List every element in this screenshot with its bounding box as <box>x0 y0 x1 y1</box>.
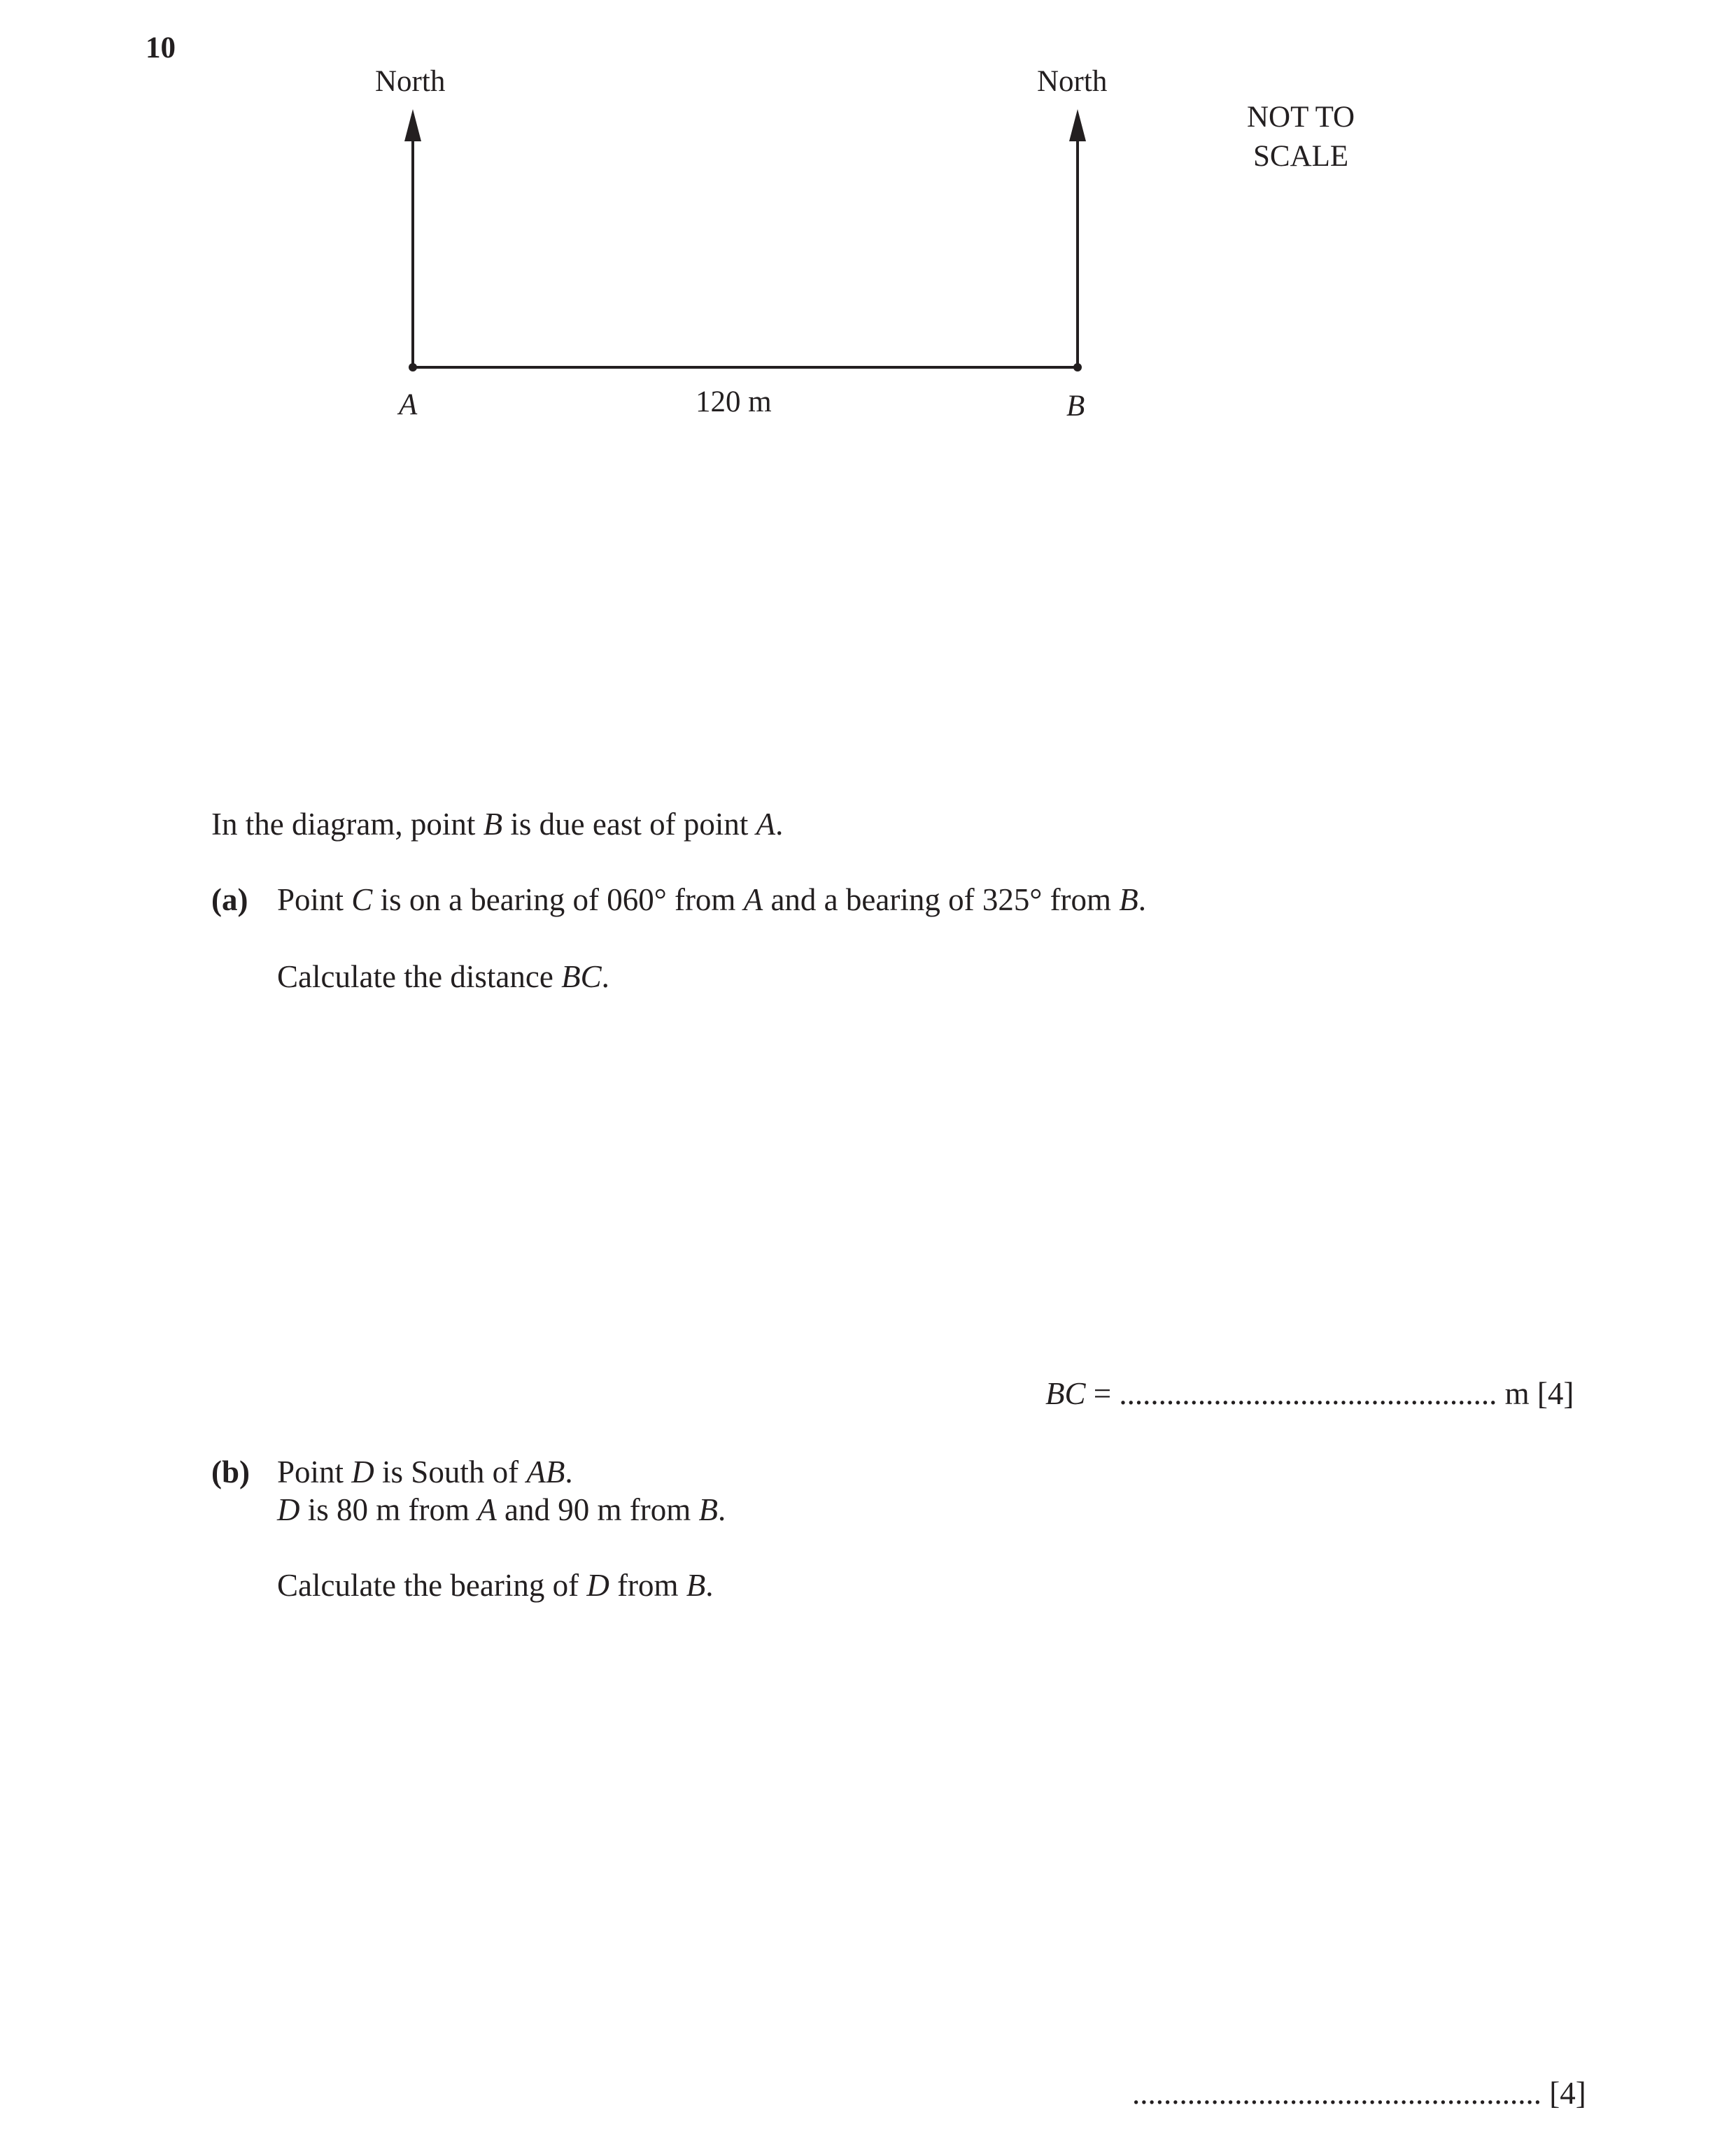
point-b-dot <box>1073 363 1082 371</box>
north-label-a: North <box>375 65 446 98</box>
north-arrow-a-icon <box>404 109 421 141</box>
pb-l2-t1: is 80 m from <box>299 1492 478 1527</box>
part-b-line1 <box>277 1454 573 1490</box>
pb-calc-t3: . <box>705 1568 714 1603</box>
pa-answer-eq: = <box>1085 1376 1120 1411</box>
part-a-label: (a) <box>211 882 248 917</box>
intro-b: B <box>483 807 503 842</box>
intro-text <box>211 806 783 842</box>
pa-calc-t1: Calculate the distance <box>277 959 562 994</box>
part-a-answer-line[interactable] <box>1045 1375 1574 1412</box>
pa-b: B <box>1119 882 1138 917</box>
point-a-label: A <box>399 388 418 421</box>
pb-l1-d: D <box>351 1454 374 1489</box>
intro-a: A <box>756 807 776 842</box>
north-label-b: North <box>1037 65 1108 98</box>
pb-l2-d: D <box>277 1492 300 1527</box>
pa-answer-marks: m [4] <box>1497 1376 1574 1411</box>
pa-t4: . <box>1138 882 1147 917</box>
not-to-scale-note <box>1247 98 1355 176</box>
not-to-scale-line2: SCALE <box>1252 140 1349 173</box>
pa-answer-var: BC <box>1045 1376 1086 1411</box>
pa-t2: is on a bearing of 060° from <box>372 882 744 917</box>
question-number: 10 <box>146 31 176 64</box>
part-b-line2 <box>277 1492 726 1528</box>
north-arrow-b-icon <box>1069 109 1086 141</box>
pb-answer-marks: [4] <box>1541 2076 1586 2111</box>
part-b-instruction <box>277 1567 714 1603</box>
pb-l2-b: B <box>698 1492 718 1527</box>
pb-l2-a: A <box>477 1492 497 1527</box>
pb-calc-d: D <box>586 1568 609 1603</box>
intro-t2: is due east of point <box>502 807 756 842</box>
distance-ab-label: 120 m <box>696 385 772 418</box>
intro-t1: In the diagram, point <box>211 807 484 842</box>
part-a-statement <box>277 882 1146 918</box>
pa-t1: Point <box>277 882 352 917</box>
point-a-dot <box>409 363 417 371</box>
pb-l1-t3: . <box>565 1454 573 1489</box>
point-b-label: B <box>1066 390 1085 423</box>
pa-c: C <box>351 882 373 917</box>
intro-t3: . <box>775 807 784 842</box>
pa-t3: and a bearing of 325° from <box>763 882 1120 917</box>
part-b-label: (b) <box>211 1454 250 1489</box>
not-to-scale-line1: NOT TO <box>1247 101 1355 134</box>
pb-l1-t1: Point <box>277 1454 352 1489</box>
pb-l2-t2: and 90 m from <box>496 1492 699 1527</box>
pb-l2-t3: . <box>717 1492 726 1527</box>
pa-answer-dots[interactable]: ................................................ <box>1119 1376 1497 1411</box>
pb-calc-b: B <box>686 1568 706 1603</box>
part-b-answer-line[interactable] <box>1132 2075 1586 2111</box>
bearing-diagram <box>0 0 1736 490</box>
pb-calc-t1: Calculate the bearing of <box>277 1568 587 1603</box>
pb-l1-ab: AB <box>526 1454 565 1489</box>
pb-calc-t2: from <box>609 1568 686 1603</box>
pa-calc-bc: BC <box>561 959 602 994</box>
pa-calc-t2: . <box>601 959 609 994</box>
pa-a: A <box>743 882 763 917</box>
pb-answer-dots[interactable]: .................................................... <box>1132 2076 1541 2111</box>
pb-l1-t2: is South of <box>374 1454 527 1489</box>
part-a-instruction <box>277 958 609 995</box>
